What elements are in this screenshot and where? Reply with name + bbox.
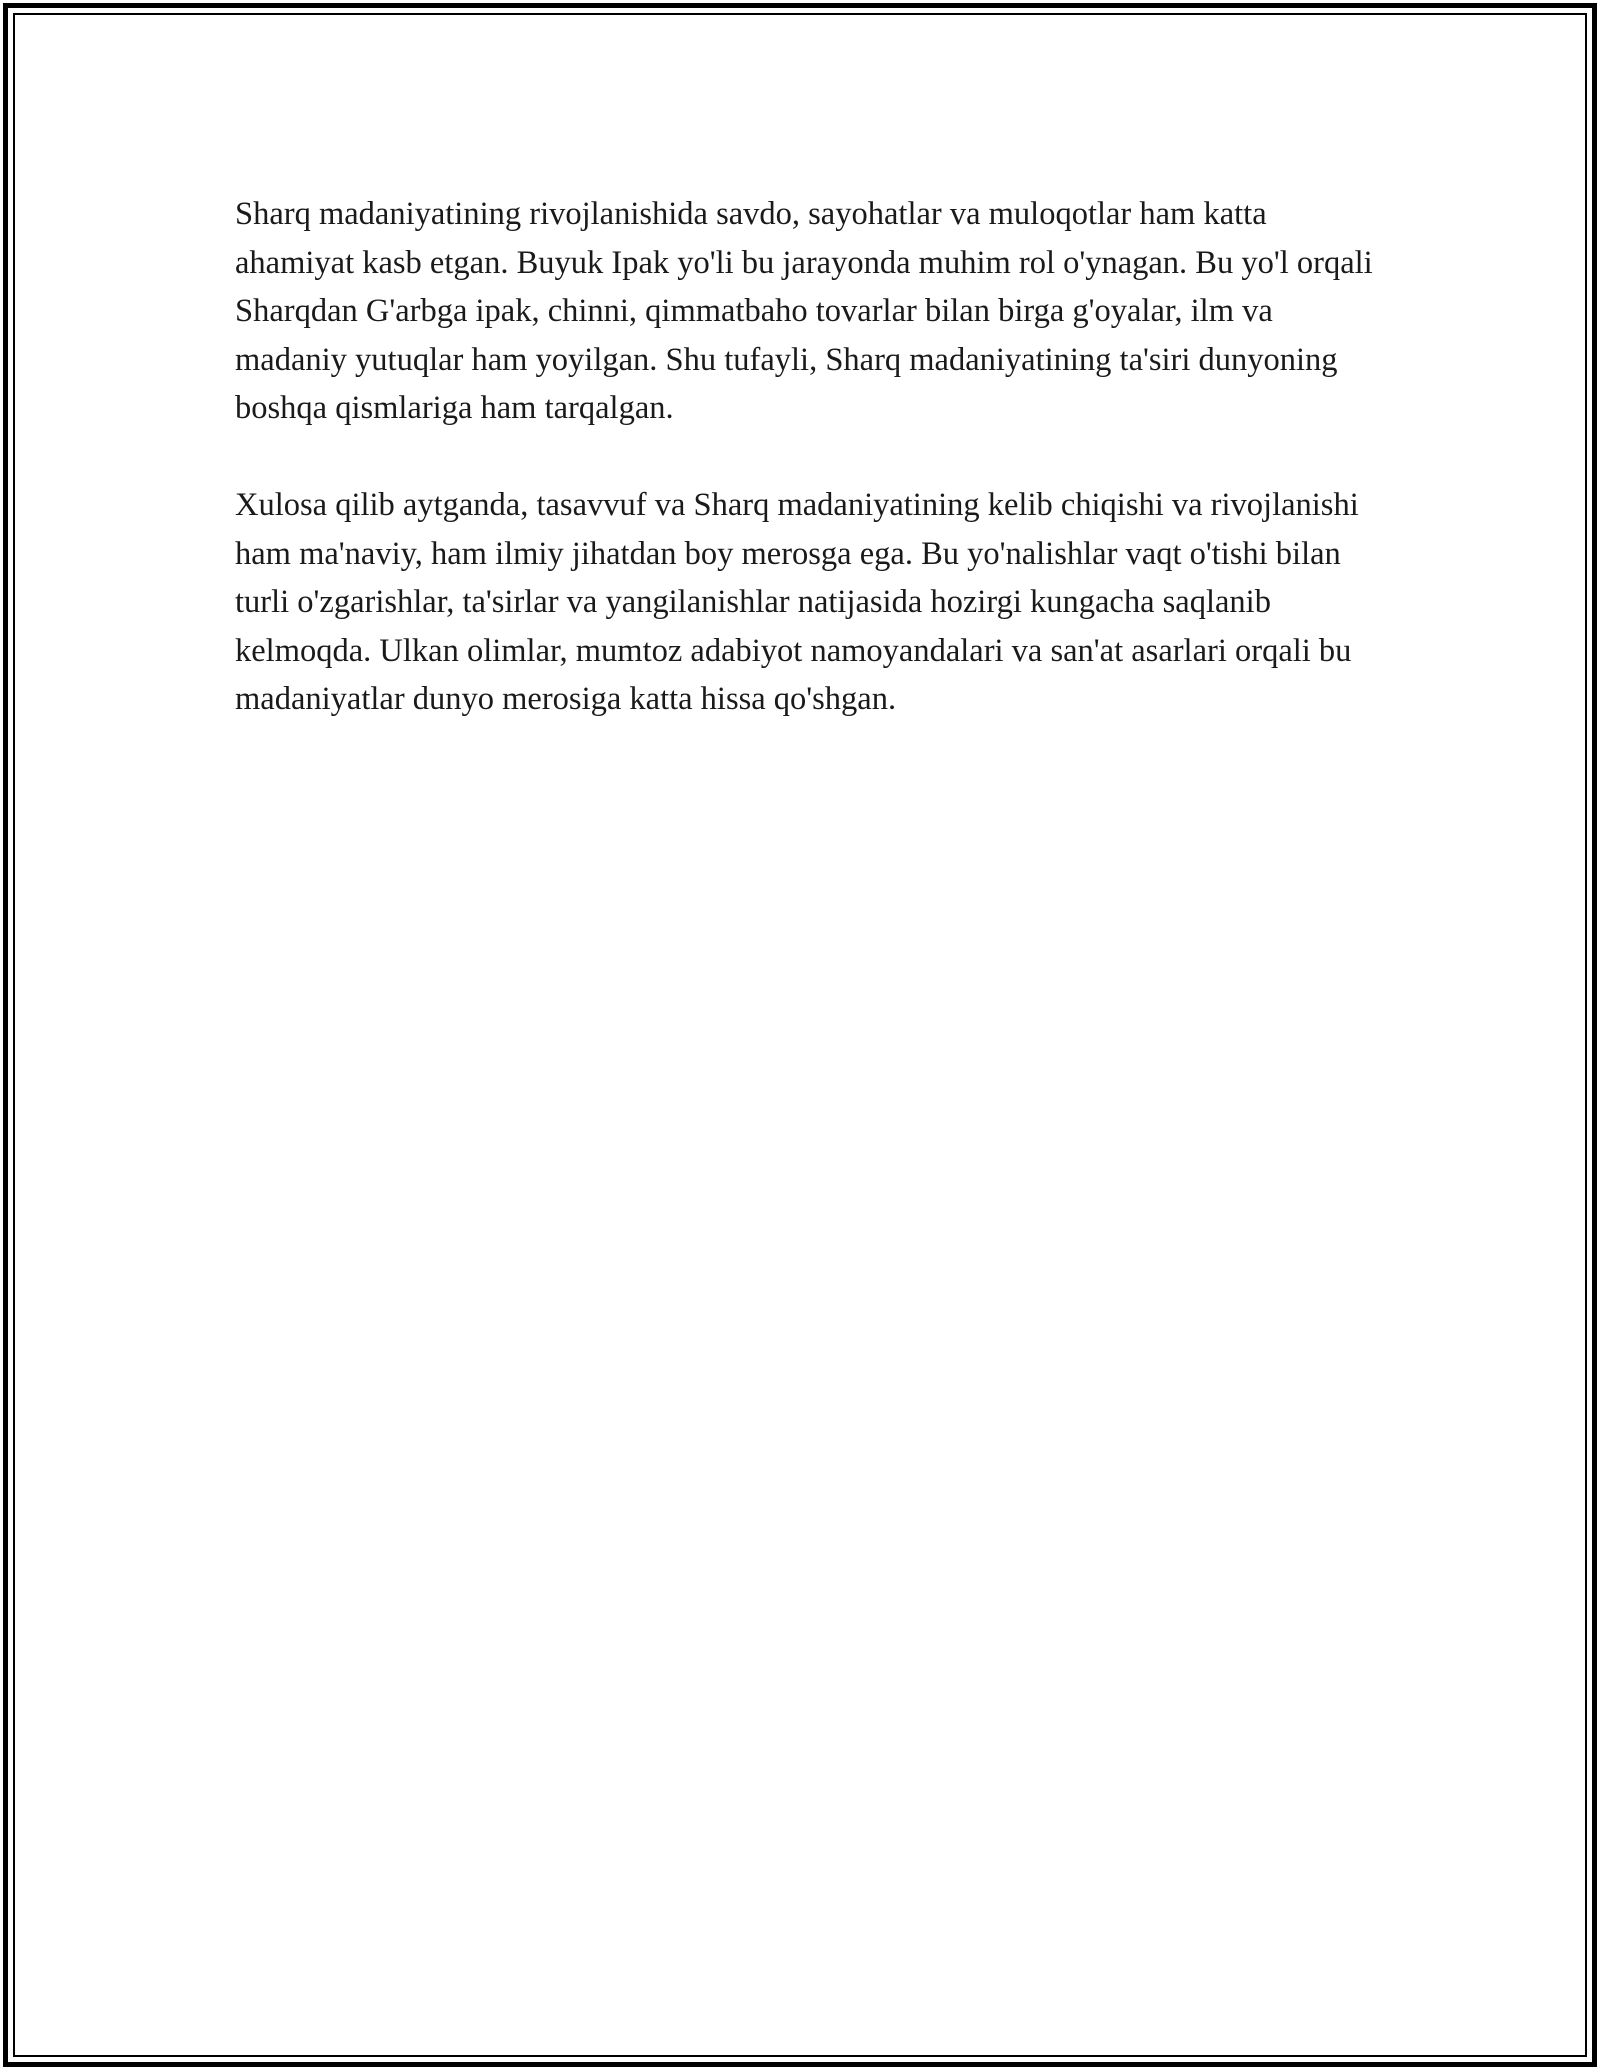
paragraph-conclusion: Xulosa qilib aytganda, tasavvuf va Sharq madaniyatining kelib chiqishi va rivojlanishi ham ma'naviy, ham ilmiy jihatdan boy merosga ega. Bu yo'nalishlar vaqt o'tishi bilan turli o'zgarishlar, ta'sirlar va yangilanishlar natijasida hozirgi kungacha saqlanib kelmoqda. Ulkan olimlar, mumtoz adabiyot namoyandalari va san'at asarlari orqali bu madaniyatlar dunyo merosiga katta hissa qo'shgan. bbox=[235, 487, 1359, 717]
document-body bbox=[235, 190, 1375, 724]
paragraph-silk-road: Sharq madaniyatining rivojlanishida savdo, sayohatlar va muloqotlar ham katta ahamiyat kasb etgan. Buyuk Ipak yo'li bu jarayonda muhim rol o'ynagan. Bu yo'l orqali Sharqdan G'arbga ipak, chinni, qimmatbaho tovarlar bilan birga g'oyalar, ilm va madaniy yutuqlar ham yoyilgan. Shu tufayli, Sharq madaniyatining ta'siri dunyoning boshqa qismlariga ham tarqalgan. bbox=[235, 196, 1373, 426]
